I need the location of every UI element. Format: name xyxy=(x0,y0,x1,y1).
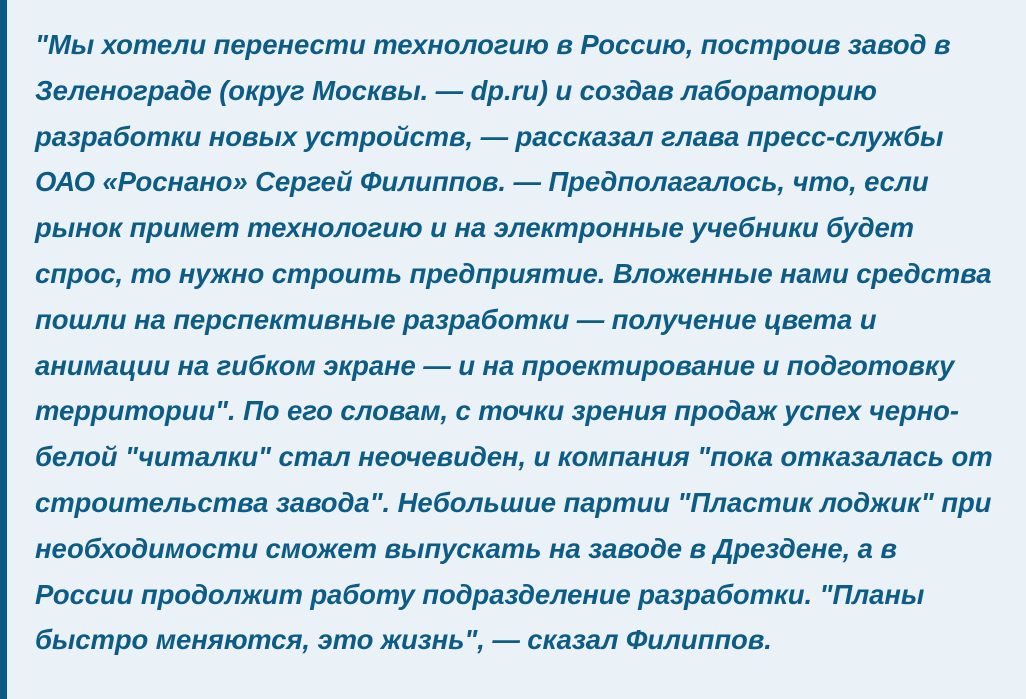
quote-paragraph: "Мы хотели перенести технологию в Россию, построив завод в Зеленограде (округ Москвы. — dp.ru) и создав лабораторию разработки новых устройств, — рассказал глава пресс-службы ОАО «Роснано» Сергей Филиппов. — Предполагалось, что, если рынок примет технологию и на электронные учебники будет спрос, то нужно строить предприятие. Вложенные нами средства пошли на перспективные разработки — получение цвета и анимации на гибком экране — и на проектирование и подготовку территории". По его словам, с точки зрения продаж успех черно-белой "читалки" стал неочевиден, и компания "пока отказалась от строительства завода". Небольшие партии "Пластик лоджик" при необходимости сможет выпускать на заводе в Дрездене, а в России продолжит работу подразделение разработки. "Планы быстро меняются, это жизнь", — сказал Филиппов. xyxy=(35,29,1001,656)
